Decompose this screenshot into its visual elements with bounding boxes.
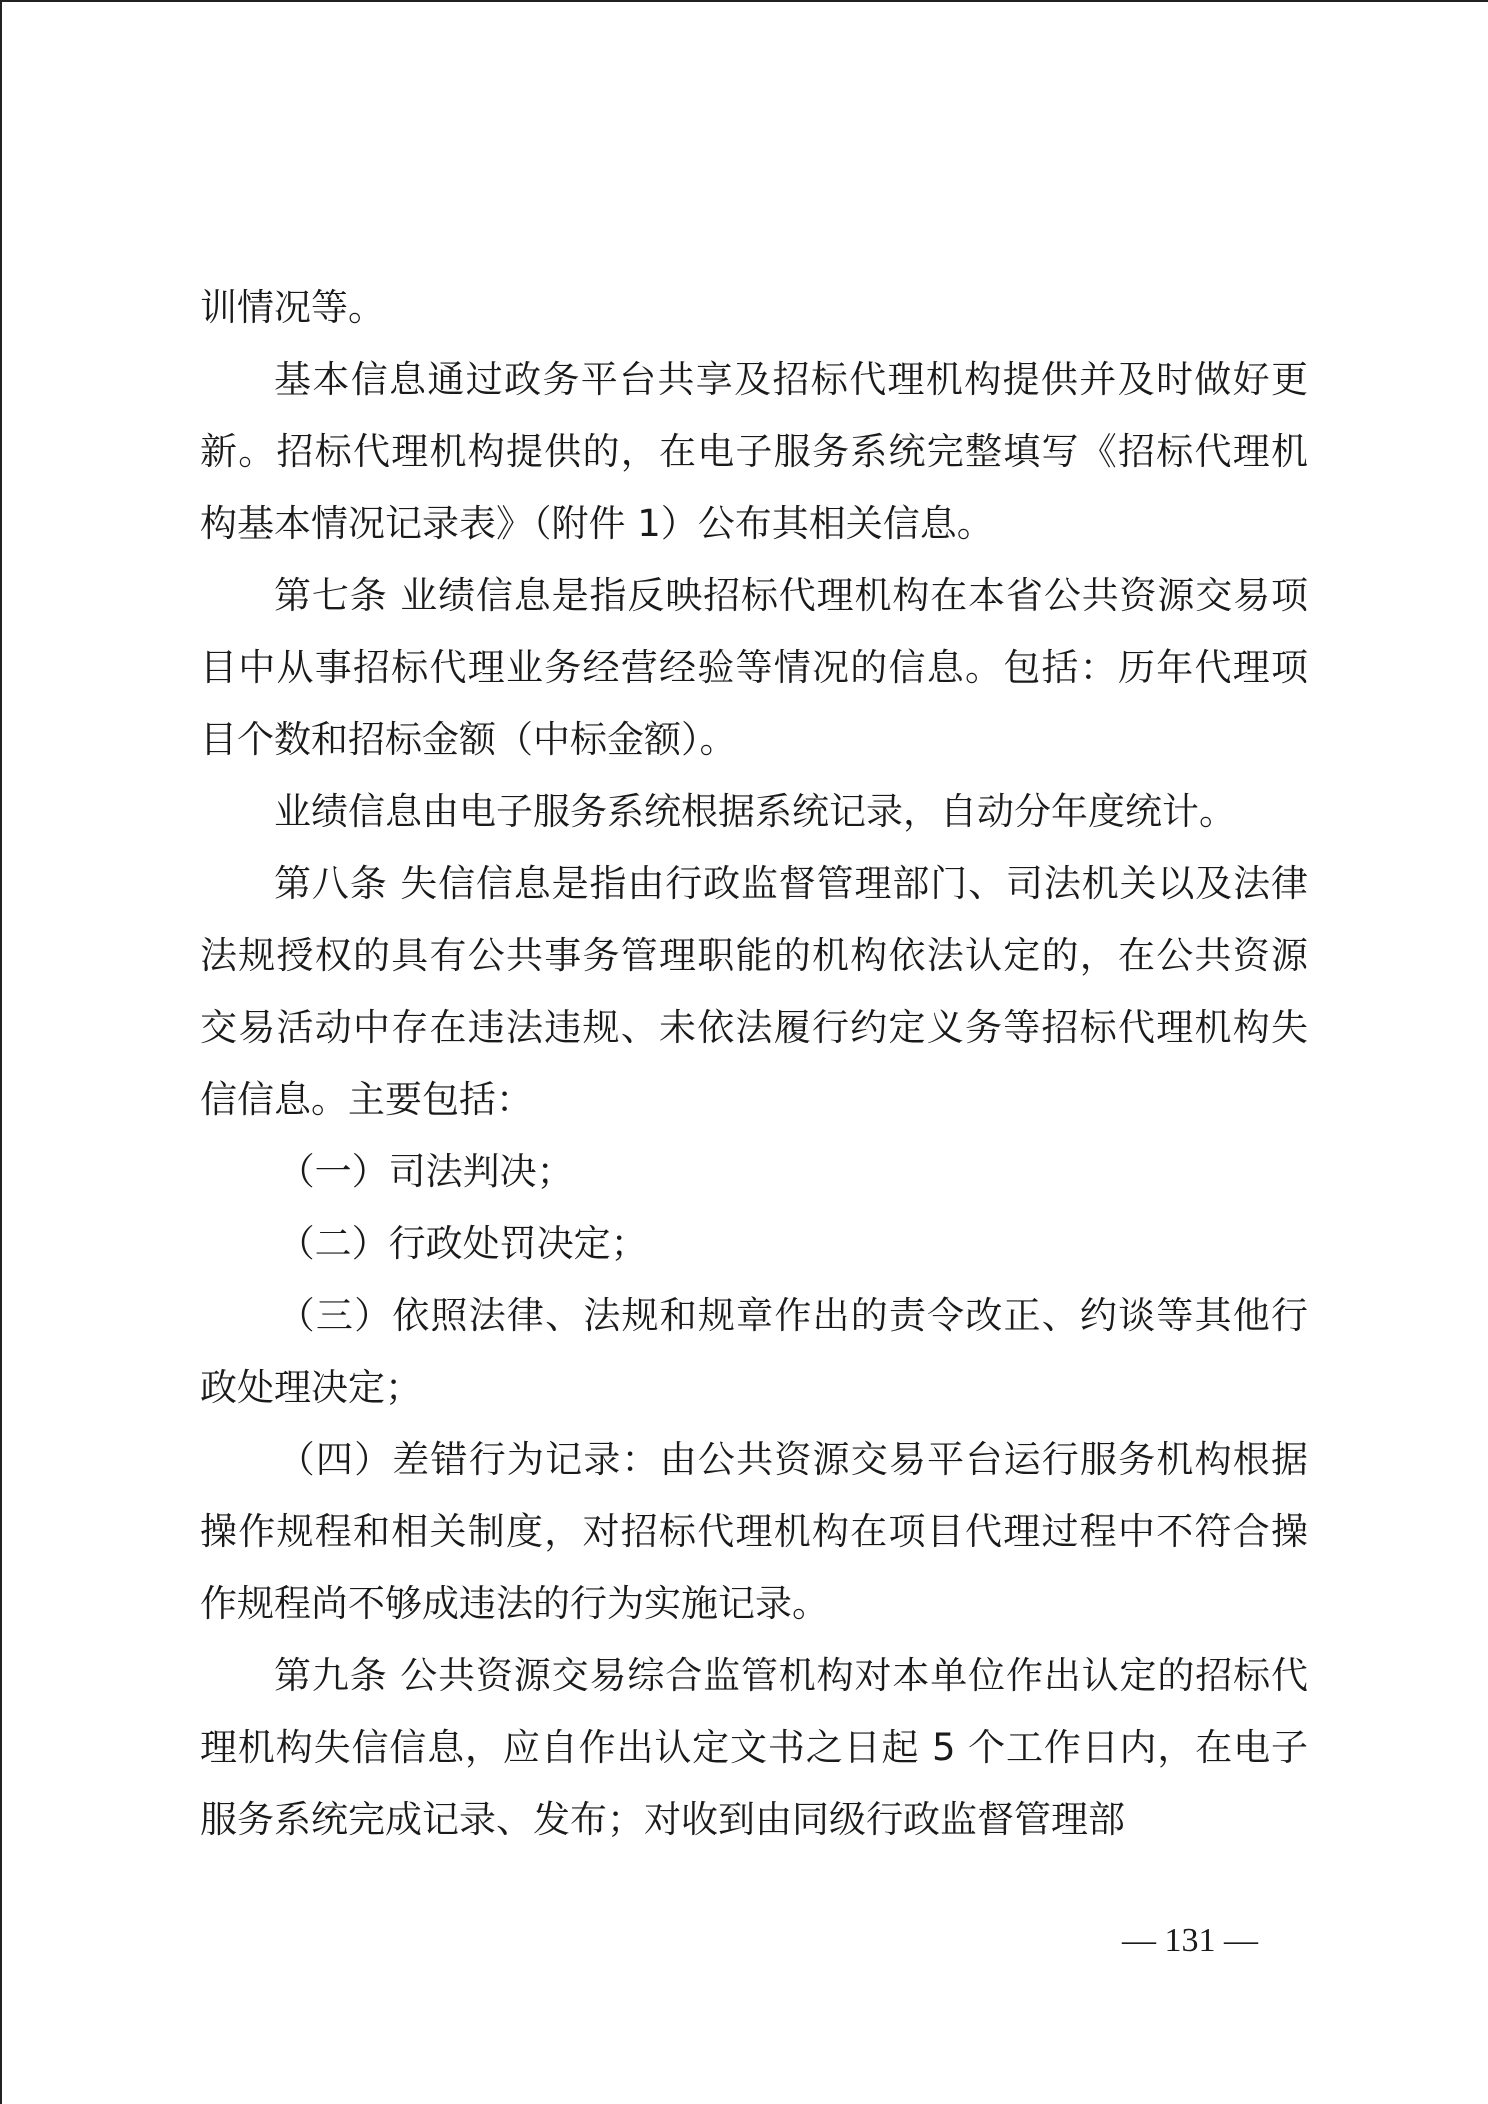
paragraph-article-9: 第九条 公共资源交易综合监管机构对本单位作出认定的招标代理机构失信信息，应自作出认定文书之日起 5 个工作日内，在电子服务系统完成记录、发布；对收到由同级行政监督管理部 <box>200 1654 1308 1841</box>
page-number: — 131 — <box>1122 1922 1258 1959</box>
paragraph-continuation: 训情况等。 <box>200 286 385 329</box>
page-top-border <box>0 0 1488 2</box>
page-left-border <box>0 0 2 2104</box>
list-item-4: （四）差错行为记录：由公共资源交易平台运行服务机构根据操作规程和相关制度，对招标代理机构在项目代理过程中不符合操作规程尚不够成违法的行为实施记录。 <box>200 1438 1308 1625</box>
paragraph-article-7: 第七条 业绩信息是指反映招标代理机构在本省公共资源交易项目中从事招标代理业务经营经验等情况的信息。包括：历年代理项目个数和招标金额（中标金额）。 <box>200 574 1308 761</box>
list-item-1: （一）司法判决； <box>277 1150 574 1193</box>
paragraph-basic-info: 基本信息通过政务平台共享及招标代理机构提供并及时做好更新。招标代理机构提供的，在电子服务系统完整填写《招标代理机构基本情况记录表》（附件 1）公布其相关信息。 <box>200 358 1308 545</box>
list-item-3: （三）依照法律、法规和规章作出的责令改正、约谈等其他行政处理决定； <box>200 1294 1308 1409</box>
paragraph-article-8: 第八条 失信信息是指由行政监督管理部门、司法机关以及法律法规授权的具有公共事务管理职能的机构依法认定的，在公共资源交易活动中存在违法违规、未依法履行约定义务等招标代理机构失信信息。主要包括： <box>200 862 1308 1121</box>
list-item-2: （二）行政处罚决定； <box>277 1222 648 1265</box>
document-body <box>200 272 1308 1856</box>
paragraph-performance-info: 业绩信息由电子服务系统根据系统记录，自动分年度统计。 <box>274 790 1236 833</box>
